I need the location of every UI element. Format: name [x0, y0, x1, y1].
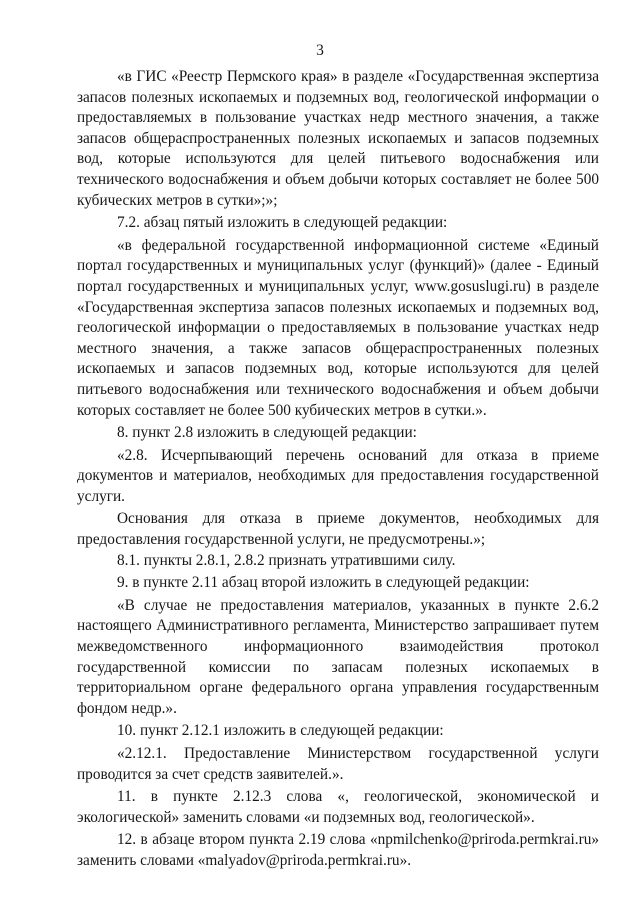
paragraph-registry-section: «в ГИС «Реестр Пермского края» в разделе «Государственная экспертиза запасов полезных ископаемых и подземных вод, геологической информации о предоставляемых в пользование участках недр местного значения, а также запасов общераспространенных полезных ископаемых и запасов подземных вод, которые используются для целей питьевого водоснабжения или технического водоснабжения и объем добычи которых составляет не более 500 кубических метров в сутки»;»;: [77, 68, 599, 209]
paragraph-item-7-2: 7.2. абзац пятый изложить в следующей редакции:: [117, 214, 448, 232]
paragraph-gosuslugi-section: «в федеральной государственной информационной системе «Единый портал государственных и муниципальных услуг (функций)» (далее - Единый портал государственных и муниципальных услуг, www.gosuslugi.ru) в разделе «Государственная экспертиза запасов полезных ископаемых и подземных вод, геологической информации о предоставляемых в пользование участках недр местного значения, а также запасов общераспространенных полезных ископаемых и запасов подземных вод, которые используются для целей питьевого водоснабжения или технического водоснабжения и объем добычи которых составляет не более 500 кубических метров в сутки.».: [77, 236, 599, 419]
paragraph-item-8: 8. пункт 2.8 изложить в следующей редакции:: [117, 424, 417, 442]
paragraph-item-12: 12. в абзаце втором пункта 2.19 слова «npmilchenko@priroda.permkrai.ru» заменить словами «malyadov@priroda.permkrai.ru».: [77, 831, 599, 869]
paragraph-clause-2-12-1: «2.12.1. Предоставление Министерством государственной услуги проводится за счет средств заявителей.».: [77, 745, 599, 783]
document-body: [77, 67, 599, 872]
paragraph-item-11: 11. в пункте 2.12.3 слова «, геологической, экономической и экологической» заменить словами «и подземных вод, геологической».: [77, 788, 599, 826]
paragraph-item-9: 9. в пункте 2.11 абзац второй изложить в следующей редакции:: [117, 574, 530, 592]
paragraph-clause-2-8: «2.8. Исчерпывающий перечень оснований для отказа в приеме документов и материалов, необходимых для предоставления государственной услуги.: [77, 446, 599, 505]
paragraph-clause-2-11: «В случае не предоставления материалов, указанных в пункте 2.6.2 настоящего Административного регламента, Министерство запрашивает путем межведомственного информационного взаимодействия протокол государственной комиссии по запасам полезных ископаемых в территориальном органе федерального органа управления государственным фондом недр.».: [77, 596, 599, 717]
paragraph-item-8-1: 8.1. пункты 2.8.1, 2.8.2 признать утратившими силу.: [117, 551, 456, 569]
paragraph-item-10: 10. пункт 2.12.1 изложить в следующей редакции:: [117, 722, 444, 740]
page-number: 3: [316, 42, 324, 59]
paragraph-refusal-grounds: Основания для отказа в приеме документов, необходимых для предоставления государственной услуги, не предусмотрены.»;: [77, 510, 599, 549]
